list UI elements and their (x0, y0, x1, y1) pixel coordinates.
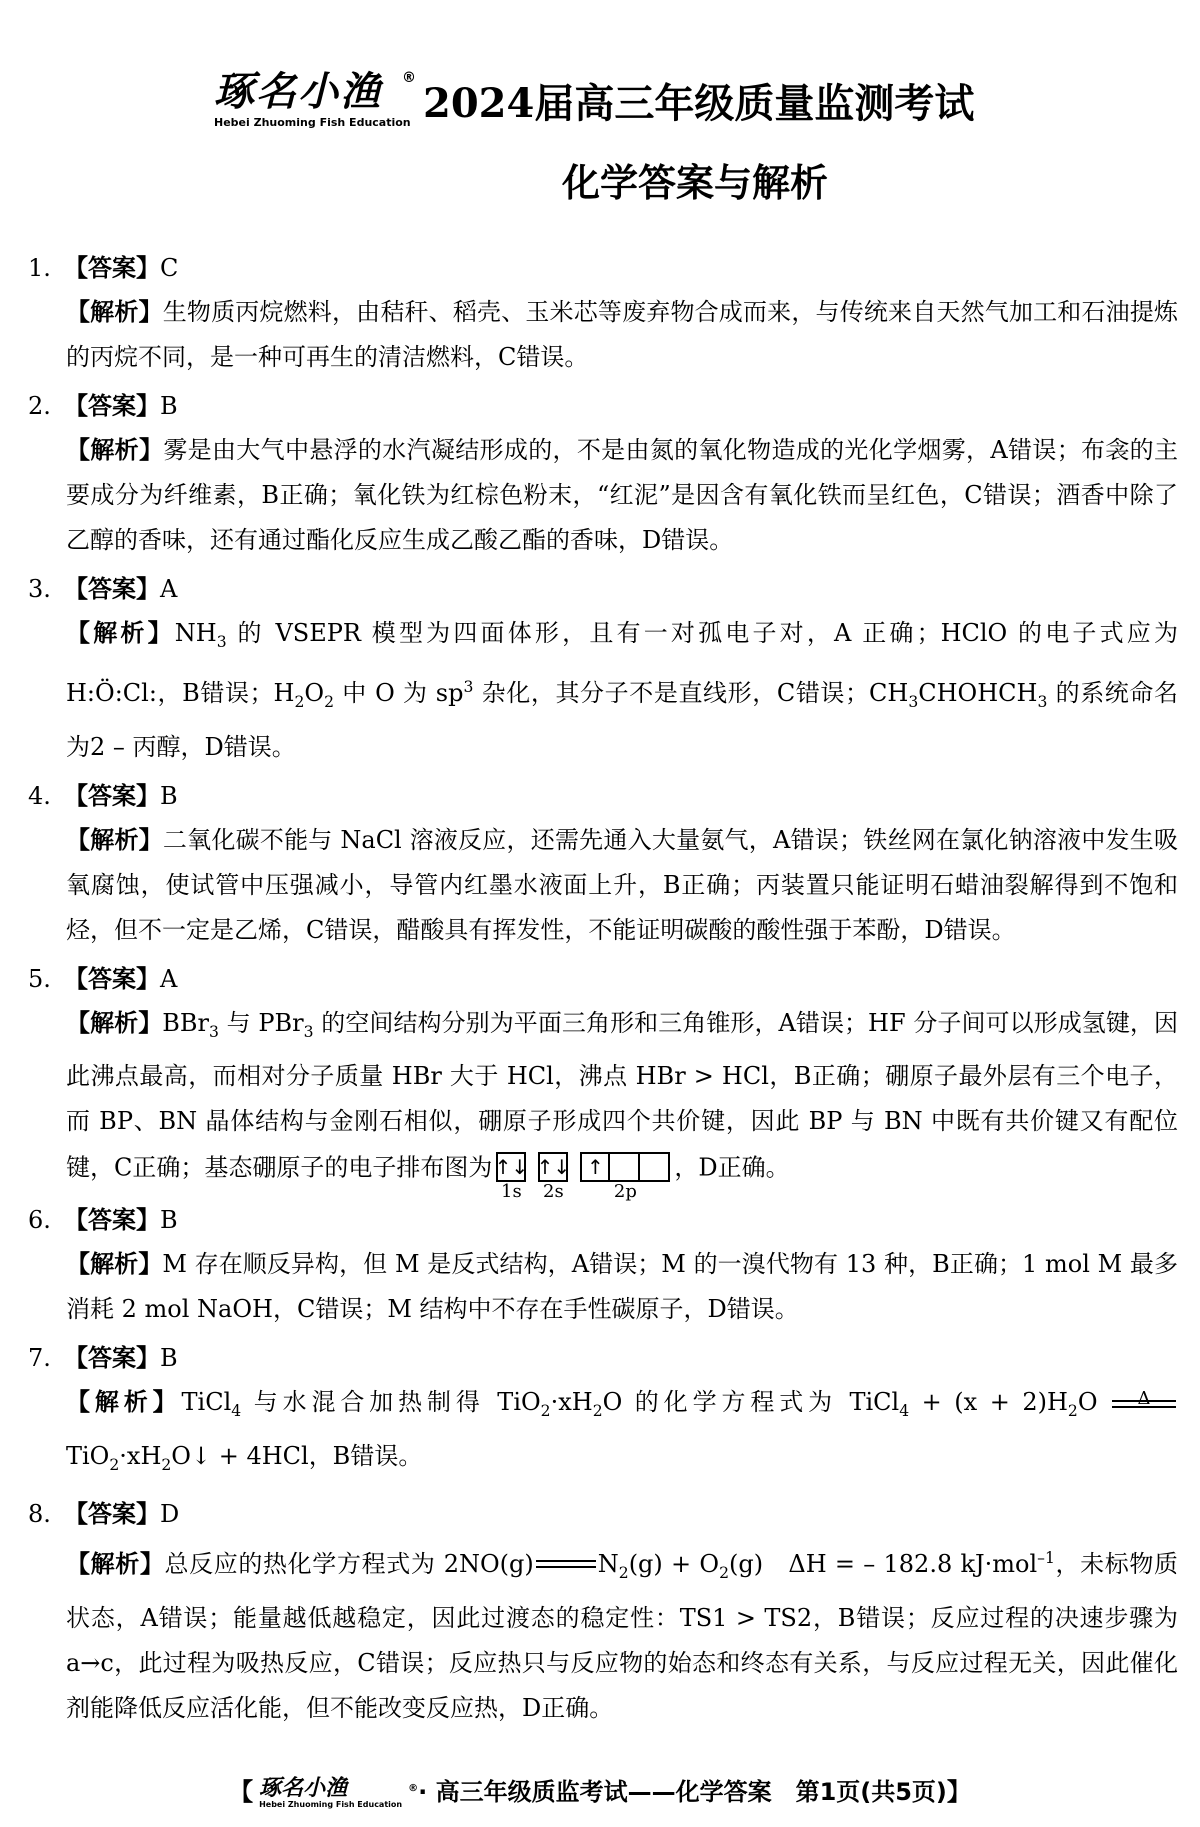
equation-arrow (536, 1558, 596, 1572)
answer-value: B (160, 1206, 178, 1235)
question-number: 7. (28, 1344, 51, 1373)
analysis-text: 【解析】TiCl$_4$ 与水混合加热制得 $TiO_2\cdot xH_2O$ 的化学方程式为 TiCl$_4$ + $(x + 2)H_2O$ Δ $TiO_2\cdot xH_2O↓ + 4HCl$，B错误。 (28, 1380, 1178, 1488)
answer-line (28, 384, 1178, 428)
orbital-label: 1s (501, 1181, 522, 1203)
analysis-text: 【解析】BBr$_3$ 与 PBr$_3$ 的空间结构分别为平面三角形和三角锥形，A错误；HF 分子间可以形成氢键，因此沸点最高，而相对分子质量 HBr 大于 HCl，沸点 HBr > HCl，B正确；硼原子最外层有三个电子，而 BP、BN 晶体结构与金刚石相似，硼原子形成四个共价键，因此 BP 与 BN 中既有共价键又有配位键，C正确；基态硼原子的电子排布图为 ↑↓ 1s ↑↓ 2s ↑ 2p ，D正确。 (66, 1008, 1179, 1203)
answer-item-8 (28, 1492, 1178, 1731)
answer-label: 【答案】 (64, 575, 160, 603)
question-number: 4. (28, 781, 51, 810)
answer-item-1 (28, 246, 1178, 380)
footer-logo: 琢名小渔 Hebei Zhuoming Fish Education (259, 1775, 403, 1809)
orbital-1s (494, 1152, 529, 1203)
question-number: 3. (28, 575, 51, 603)
answer-item-2 (28, 384, 1178, 563)
answer-item-7 (28, 1336, 1178, 1488)
footer-text: · 高三年级质监考试——化学答案 第1页(共5页) (418, 1778, 947, 1806)
analysis-label: 【解析】 (66, 298, 163, 326)
logo-english: Hebei Zhuoming Fish Education (214, 116, 411, 129)
orbital-box: ↑ (580, 1152, 610, 1182)
orbital-label: 2s (543, 1181, 564, 1203)
answer-label: 【答案】 (64, 392, 160, 420)
logo-chinese: 琢名小渔 (214, 69, 382, 115)
answer-item-5 (28, 957, 1179, 1203)
analysis-label: 【解析】 (66, 825, 163, 854)
orbital-2p (580, 1152, 670, 1202)
answer-label: 【答案】 (64, 254, 160, 282)
answer-label: 【答案】 (64, 1499, 160, 1528)
page-footer: 【 琢名小渔 Hebei Zhuoming Fish Education ®· 高三年级质监考试——化学答案 第1页(共5页)】 (229, 1775, 971, 1809)
registered-mark: ® (402, 70, 416, 86)
analysis-text: 【解析】生物质丙烷燃料，由秸秆、稻壳、玉米芯等废弃物合成而来，与传统来自天然气加工和石油提炼的丙烷不同，是一种可再生的清洁燃料，C错误。 (66, 298, 1179, 371)
analysis-label: 【解析】 (66, 1388, 182, 1417)
answer-label: 【答案】 (64, 1344, 160, 1373)
page-header (0, 70, 1200, 220)
answer-line (28, 1492, 1178, 1536)
answer-line (28, 246, 1178, 290)
answer-item-3 (28, 567, 1178, 770)
question-number: 5. (28, 964, 51, 993)
orbital-diagram (496, 1152, 670, 1202)
orbital-box (610, 1152, 640, 1182)
electron-formula: H:Ö:Cl: (66, 678, 157, 707)
analysis-label: 【解析】 (66, 436, 164, 464)
analysis-label: 【解析】 (66, 619, 175, 647)
answer-label: 【答案】 (64, 964, 160, 993)
answer-label: 【答案】 (64, 781, 160, 810)
answer-value: B (160, 392, 178, 420)
answer-line (28, 567, 1178, 611)
analysis-text: 【解析】$NH_3$ 的 VSEPR 模型为四面体形，且有一对孤电子对，A 正确；HClO 的电子式应为 H:Ö:Cl:，B错误；$H_2O_2$ 中 O 为 $sp^3$ 杂化，其分子不是直线形，C错误；$CH_3CHOHCH_3$ 的系统命名为2 – 丙醇，D错误。 (66, 619, 1178, 761)
question-number: 6. (28, 1206, 51, 1235)
orbital-box (640, 1152, 670, 1182)
orbital-label: 2p (613, 1181, 637, 1203)
orbital-box: ↑↓ (496, 1152, 526, 1182)
orbital-2s (536, 1152, 571, 1203)
answer-line (28, 1336, 1178, 1380)
answer-line (28, 957, 1178, 1001)
answer-value: A (160, 575, 178, 603)
answer-value: B (160, 1344, 178, 1373)
answer-item-6 (28, 1198, 1178, 1332)
answer-value: A (160, 964, 178, 993)
answer-item-4 (28, 774, 1178, 953)
answer-value: B (160, 781, 178, 810)
question-number: 1. (28, 254, 51, 282)
answer-label: 【答案】 (64, 1206, 160, 1235)
analysis-text: 【解析】二氧化碳不能与 NaCl 溶液反应，还需先通入大量氨气，A错误；铁丝网在氯化钠溶液中发生吸氧腐蚀，使试管中压强减小，导管内红墨水液面上升，B正确；丙装置只能证明石蜡油裂解得到不饱和烃，但不一定是乙烯，C错误，醋酸具有挥发性，不能证明碳酸的酸性强于苯酚，D错误。 (66, 825, 1179, 944)
answer-list (28, 246, 1178, 1735)
orbital-box: ↑↓ (538, 1152, 568, 1182)
answer-line (28, 774, 1178, 818)
question-number: 2. (28, 392, 51, 420)
answer-value: C (160, 254, 179, 282)
analysis-label: 【解析】 (66, 1250, 163, 1279)
brand-logo (214, 70, 414, 129)
analysis-label: 【解析】 (66, 1008, 163, 1037)
answer-value: D (160, 1499, 180, 1528)
analysis-text: 【解析】M 存在顺反异构，但 M 是反式结构，A错误；M 的一溴代物有 13 种，B正确；1 mol M 最多消耗 2 mol NaOH，C错误；M 结构中不存在手性碳原子，D错误。 (66, 1250, 1178, 1324)
exam-title: 2024届高三年级质量监测考试 (423, 80, 975, 127)
heat-condition-arrow: Δ (1112, 1394, 1176, 1414)
analysis-text: 【解析】雾是由大气中悬浮的水汽凝结形成的，不是由氮的氧化物造成的光化学烟雾，A错误；布衾的主要成分为纤维素，B正确；氧化铁为红棕色粉末，“红泥”是因含有氧化铁而呈红色，C错误；酒香中除了乙醇的香味，还有通过酯化反应生成乙酸乙酯的香味，D错误。 (66, 436, 1178, 554)
question-number: 8. (28, 1499, 51, 1528)
analysis-text: 【解析】总反应的热化学方程式为 2NO(g) $N_2(g) + O_2(g)$ ΔH = – 182.8 kJ·mol$^{-1}$，未标物质状态，A错误；能量越低越稳定，因此过渡态的稳定性：TS1 > TS2，B错误；反应过程的决速步骤为 a→c，此过程为吸热反应，C错误；反应热只与反应物的始态和终态有关系，与反应过程无关，因此催化剂能降低反应活化能，但不能改变反应热，D正确。 (66, 1548, 1179, 1722)
exam-subtitle: 化学答案与解析 (562, 161, 829, 205)
answer-line (28, 1198, 1178, 1242)
analysis-label: 【解析】 (66, 1549, 165, 1578)
